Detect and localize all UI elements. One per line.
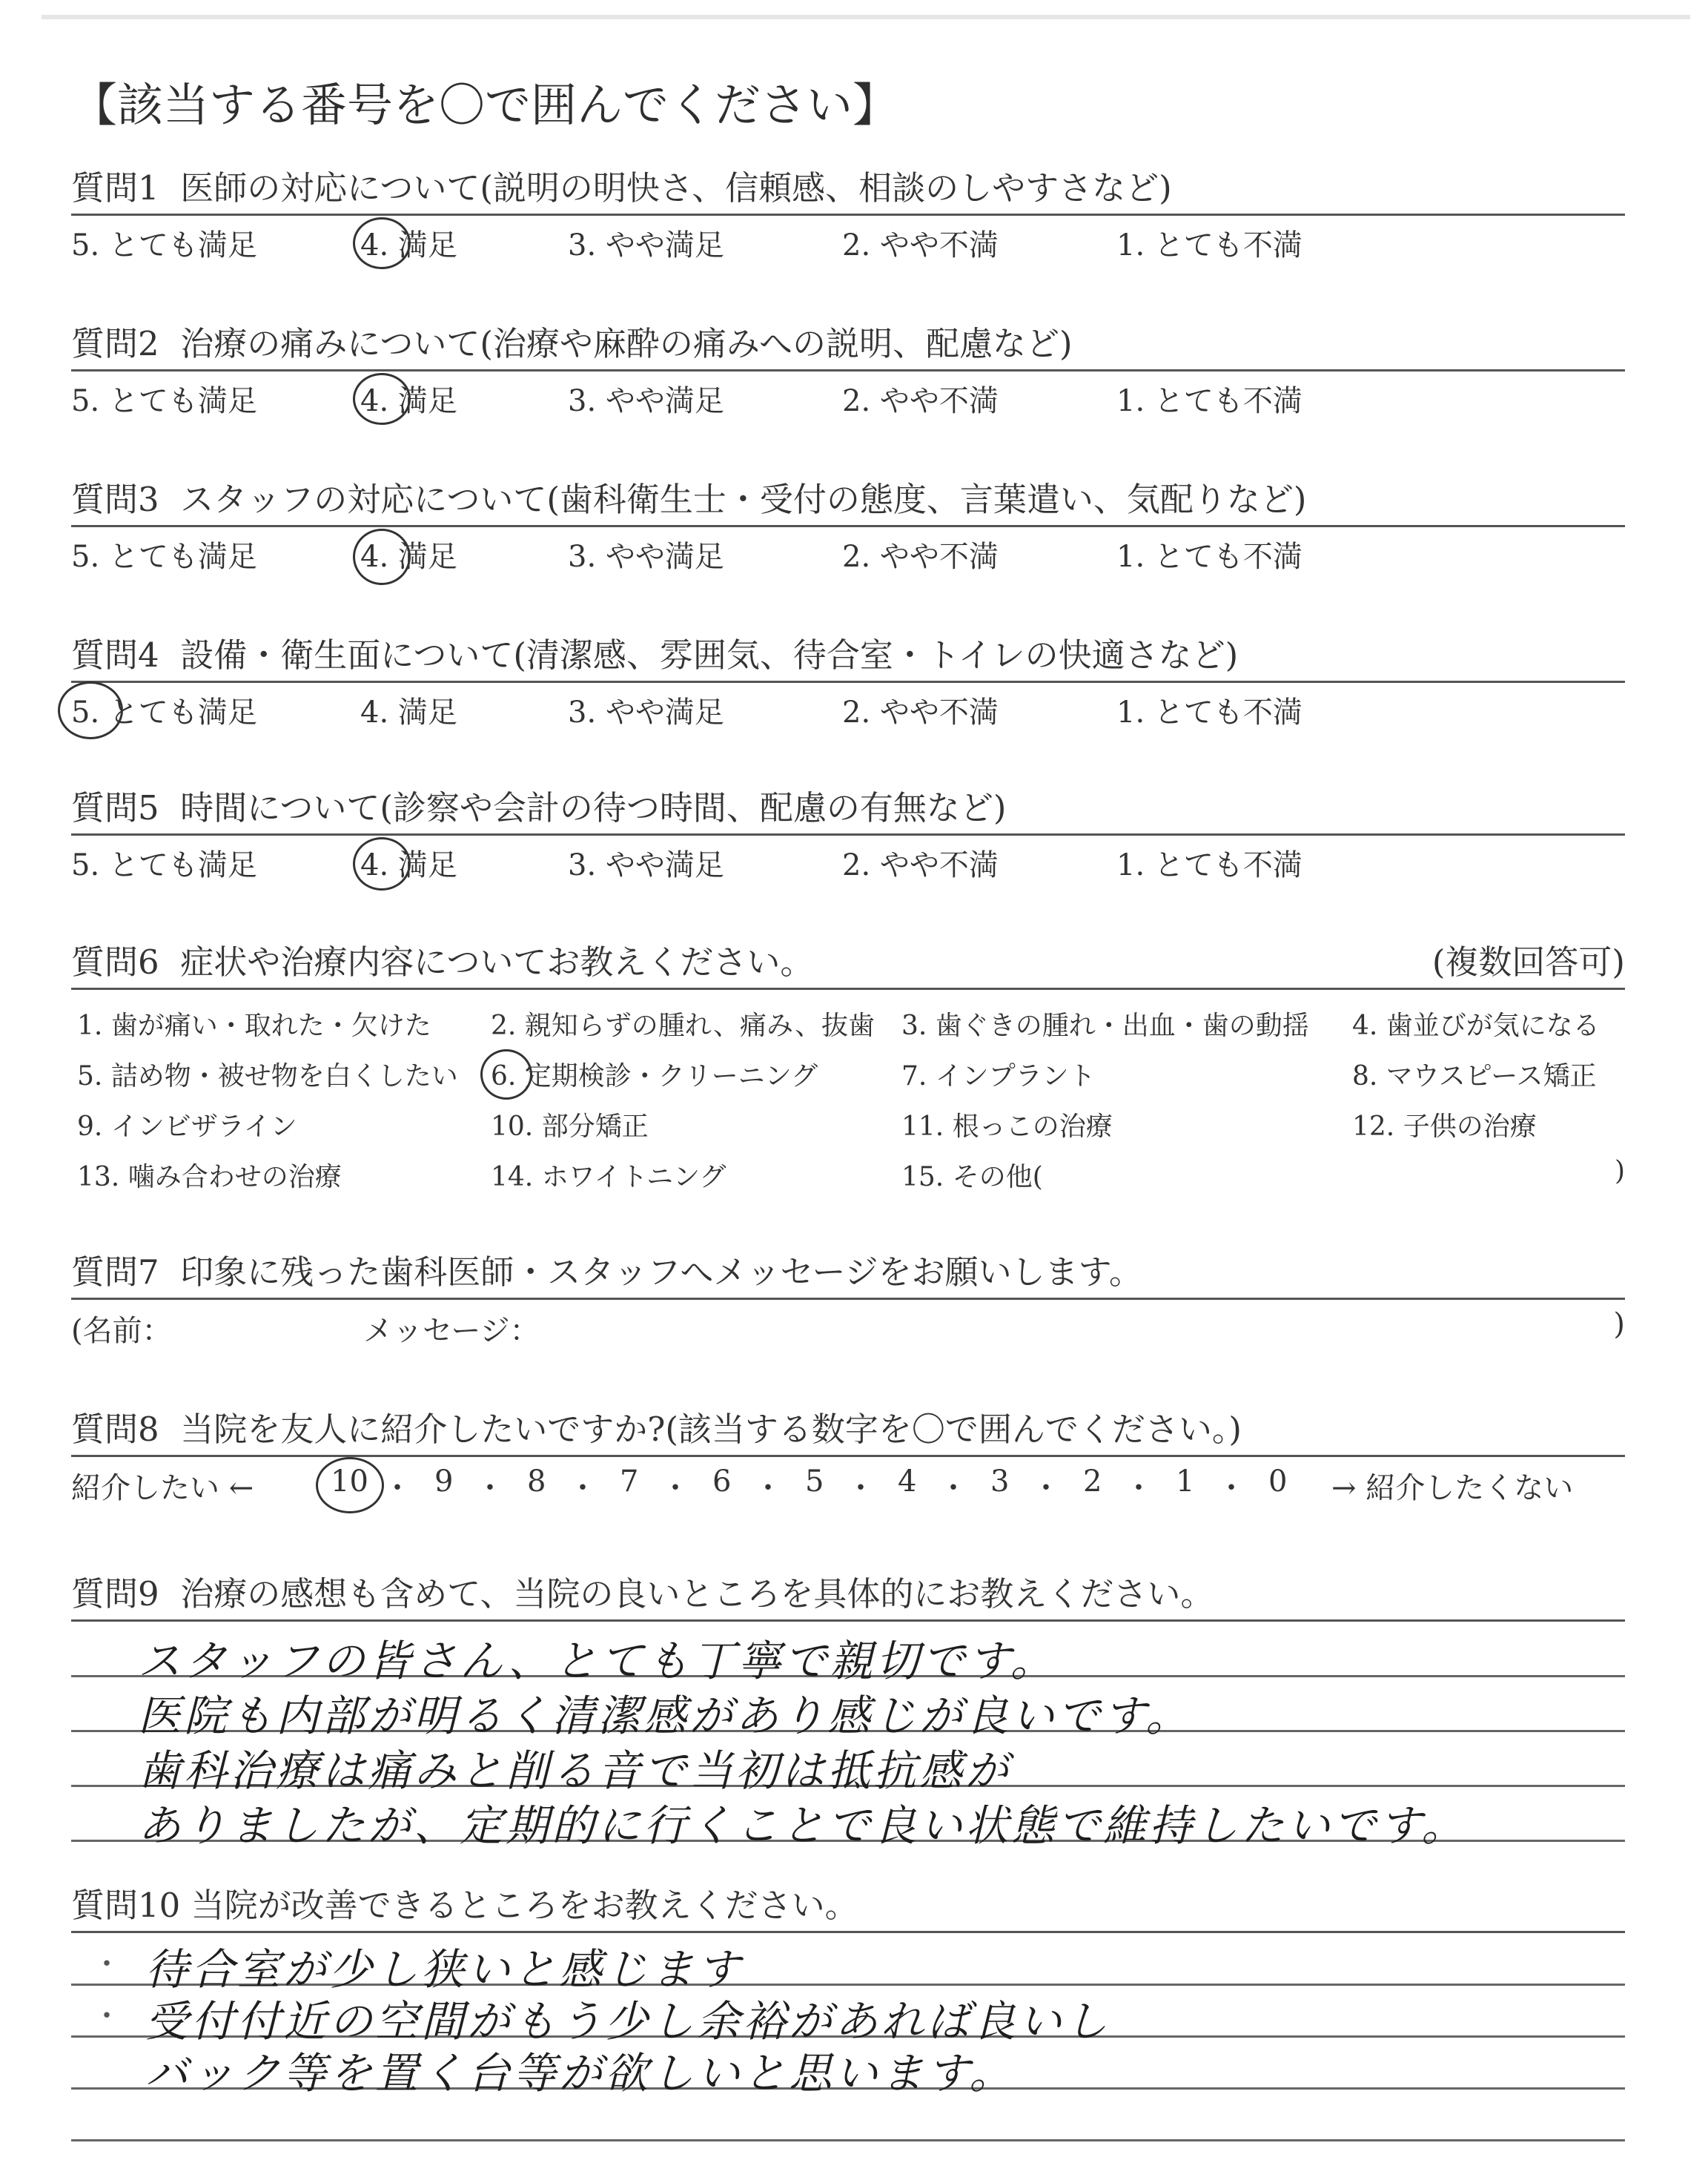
handwritten-answer-line: 待合室が少し狭いと感じます (145, 1944, 744, 1995)
scale-4[interactable]: 4 (898, 1464, 917, 1499)
question-5 (71, 786, 1625, 883)
symptom-option[interactable]: 14. ホワイトニング (491, 1162, 726, 1192)
option-4[interactable]: 4. 満足 (360, 540, 457, 574)
question-label: 質問6 (71, 942, 159, 982)
selection-circle (353, 837, 411, 891)
answer-options (71, 836, 1625, 883)
message-row (71, 1300, 1625, 1348)
question-label: 質問7 (71, 1252, 159, 1292)
question-text: 治療の感想も含めて、当院の良いところを具体的にお教えください。 (180, 1574, 1214, 1614)
answer-options (71, 371, 1625, 419)
bullet-mark: ・ (92, 1999, 122, 2033)
handwritten-answer-line: 医院も内部が明るく清潔感があり感じが良いです。 (138, 1691, 1192, 1741)
handwritten-answer-line: バック等を置く台等が欲しいと思います。 (145, 2048, 1016, 2098)
option-4[interactable]: 4. 満足 (360, 696, 457, 730)
question-label: 質問3 (71, 480, 159, 519)
question-9 (71, 1572, 1625, 1874)
option-3[interactable]: 3. やや満足 (568, 540, 724, 574)
scale-separator: ・ (1217, 1471, 1246, 1505)
answer-options (71, 683, 1625, 730)
question-1 (71, 166, 1625, 263)
question-label: 質問5 (71, 788, 159, 828)
scale-2[interactable]: 2 (1083, 1464, 1102, 1499)
scale-separator: ・ (1031, 1471, 1061, 1505)
selection-circle (353, 217, 411, 269)
option-2[interactable]: 2. やや不満 (842, 696, 999, 730)
top-border (42, 15, 1690, 19)
symptom-options (71, 990, 1625, 1205)
question-text: 治療の痛みについて(治療や麻酔の痛みへの説明、配慮など) (180, 324, 1073, 363)
selection-circle (58, 681, 123, 739)
scale-separator: ・ (661, 1471, 690, 1505)
scale-separator: ・ (939, 1471, 968, 1505)
option-2[interactable]: 2. やや不満 (842, 848, 999, 882)
question-3 (71, 478, 1625, 575)
option-3[interactable]: 3. やや満足 (568, 228, 724, 262)
option-3[interactable]: 3. やや満足 (568, 696, 724, 730)
multiple-answer-note: (複数回答可) (1431, 942, 1625, 982)
scale-3[interactable]: 3 (990, 1464, 1010, 1499)
question-4 (71, 633, 1625, 730)
scale-separator: ・ (475, 1471, 505, 1505)
question-7 (71, 1250, 1625, 1348)
scale-5[interactable]: 5 (805, 1464, 824, 1499)
handwritten-answer-line: ありましたが、定期的に行くことで良い状態で維持したいです。 (138, 1800, 1468, 1851)
symptom-option[interactable]: 7. インプラント (901, 1061, 1096, 1091)
symptom-option[interactable]: 5. 詰め物・被せ物を白くしたい (77, 1061, 458, 1091)
recommend-scale (71, 1457, 1625, 1509)
scale-0[interactable]: 0 (1268, 1464, 1288, 1499)
symptom-option[interactable]: 12. 子供の治療 (1352, 1112, 1537, 1142)
option-5[interactable]: 5. とても満足 (71, 540, 257, 574)
handwritten-answer-line: 受付付近の空間がもう少し余裕があれば良いし (145, 1996, 1111, 2047)
other-close-paren: ) (1614, 1156, 1625, 1186)
question-8 (71, 1407, 1625, 1509)
option-1[interactable]: 1. とても不満 (1116, 384, 1302, 418)
question-text: 症状や治療内容についてお教えください。 (180, 942, 814, 982)
symptom-option[interactable]: 10. 部分矯正 (491, 1112, 649, 1142)
question-label: 質問2 (71, 324, 159, 363)
scale-separator: ・ (1124, 1471, 1153, 1505)
scale-9[interactable]: 9 (434, 1464, 454, 1499)
question-10 (71, 1883, 1625, 2156)
scale-10[interactable]: 10 (331, 1464, 368, 1499)
option-5[interactable]: 5. とても満足 (71, 848, 257, 882)
selection-circle (316, 1457, 384, 1513)
option-5[interactable]: 5. とても満足 (71, 228, 257, 262)
selection-circle (480, 1049, 532, 1100)
symptom-option[interactable]: 8. マウスピース矯正 (1352, 1061, 1597, 1091)
scale-7[interactable]: 7 (620, 1464, 639, 1499)
question-text: 設備・衛生面について(清潔感、雰囲気、待合室・トイレの快適さなど) (180, 635, 1239, 675)
question-label: 質問9 (71, 1574, 159, 1614)
bullet-mark: ・ (92, 1947, 122, 1981)
message-close-paren: ) (1613, 1307, 1625, 1341)
question-label: 質問1 (71, 168, 159, 208)
symptom-option[interactable]: 6. 定期検診・クリーニング (491, 1061, 818, 1091)
symptom-option[interactable]: 15. その他( (901, 1162, 1043, 1192)
option-5[interactable]: 5. とても満足 (71, 696, 257, 730)
question-text: 印象に残った歯科医師・スタッフへメッセージをお願いします。 (180, 1252, 1143, 1292)
scale-left-label: 紹介したい ← (71, 1471, 254, 1505)
page-title: 【該当する番号を〇で囲んでください】 (71, 78, 899, 132)
option-5[interactable]: 5. とても満足 (71, 384, 257, 418)
option-4[interactable]: 4. 満足 (360, 384, 457, 418)
handwritten-answer-line: スタッフの皆さん、とても丁寧で親切です。 (138, 1636, 1056, 1686)
selection-circle (353, 373, 411, 425)
selection-circle (353, 529, 411, 585)
symptom-option[interactable]: 1. 歯が痛い・取れた・欠けた (77, 1011, 431, 1041)
question-text: 当院を友人に紹介したいですか?(該当する数字を〇で囲んでください。) (180, 1410, 1242, 1449)
answer-lines (71, 1622, 1625, 1874)
scale-8[interactable]: 8 (527, 1464, 546, 1499)
message-label: メッセージ： (363, 1314, 540, 1348)
answer-lines (71, 1933, 1625, 2156)
answer-options (71, 216, 1625, 263)
question-label: 質問8 (71, 1410, 159, 1449)
option-3[interactable]: 3. やや満足 (568, 384, 724, 418)
scale-separator: ・ (568, 1471, 598, 1505)
option-2[interactable]: 2. やや不満 (842, 384, 999, 418)
option-1[interactable]: 1. とても不満 (1116, 540, 1302, 574)
question-2 (71, 322, 1625, 419)
option-1[interactable]: 1. とても不満 (1116, 696, 1302, 730)
option-2[interactable]: 2. やや不満 (842, 228, 999, 262)
handwritten-answer-line: 歯科治療は痛みと削る音で当初は抵抗感が (138, 1745, 1012, 1796)
question-label: 質問4 (71, 635, 159, 675)
option-4[interactable]: 4. 満足 (360, 228, 457, 262)
scale-separator: ・ (383, 1471, 412, 1505)
question-label: 質問10 (71, 1886, 181, 1925)
question-text: 当院が改善できるところをお教えください。 (191, 1886, 858, 1925)
scale-6[interactable]: 6 (712, 1464, 732, 1499)
question-text: スタッフの対応について(歯科衛生士・受付の態度、言葉遣い、気配りなど) (180, 480, 1307, 519)
symptom-option[interactable]: 9. インビザライン (77, 1112, 297, 1142)
symptom-option[interactable]: 4. 歯並びが気になる (1352, 1011, 1600, 1041)
option-3[interactable]: 3. やや満足 (568, 848, 724, 882)
option-4[interactable]: 4. 満足 (360, 848, 457, 882)
symptom-option[interactable]: 2. 親知らずの腫れ、痛み、抜歯 (491, 1011, 875, 1041)
option-1[interactable]: 1. とても不満 (1116, 848, 1302, 882)
scale-right-label: → 紹介したくない (1331, 1471, 1574, 1505)
option-2[interactable]: 2. やや不満 (842, 540, 999, 574)
option-1[interactable]: 1. とても不満 (1116, 228, 1302, 262)
scale-separator: ・ (753, 1471, 783, 1505)
symptom-option[interactable]: 3. 歯ぐきの腫れ・出血・歯の動揺 (901, 1011, 1309, 1041)
scale-separator: ・ (846, 1471, 875, 1505)
name-label: (名前： (71, 1314, 172, 1348)
question-text: 時間について(診察や会計の待つ時間、配慮の有無など) (180, 788, 1007, 828)
question-text: 医師の対応について(説明の明快さ、信頼感、相談のしやすさなど) (180, 168, 1172, 208)
answer-options (71, 527, 1625, 575)
question-6 (71, 940, 1625, 1205)
scale-1[interactable]: 1 (1176, 1464, 1195, 1499)
symptom-option[interactable]: 13. 噛み合わせの治療 (77, 1162, 342, 1192)
symptom-option[interactable]: 11. 根っこの治療 (901, 1112, 1113, 1142)
